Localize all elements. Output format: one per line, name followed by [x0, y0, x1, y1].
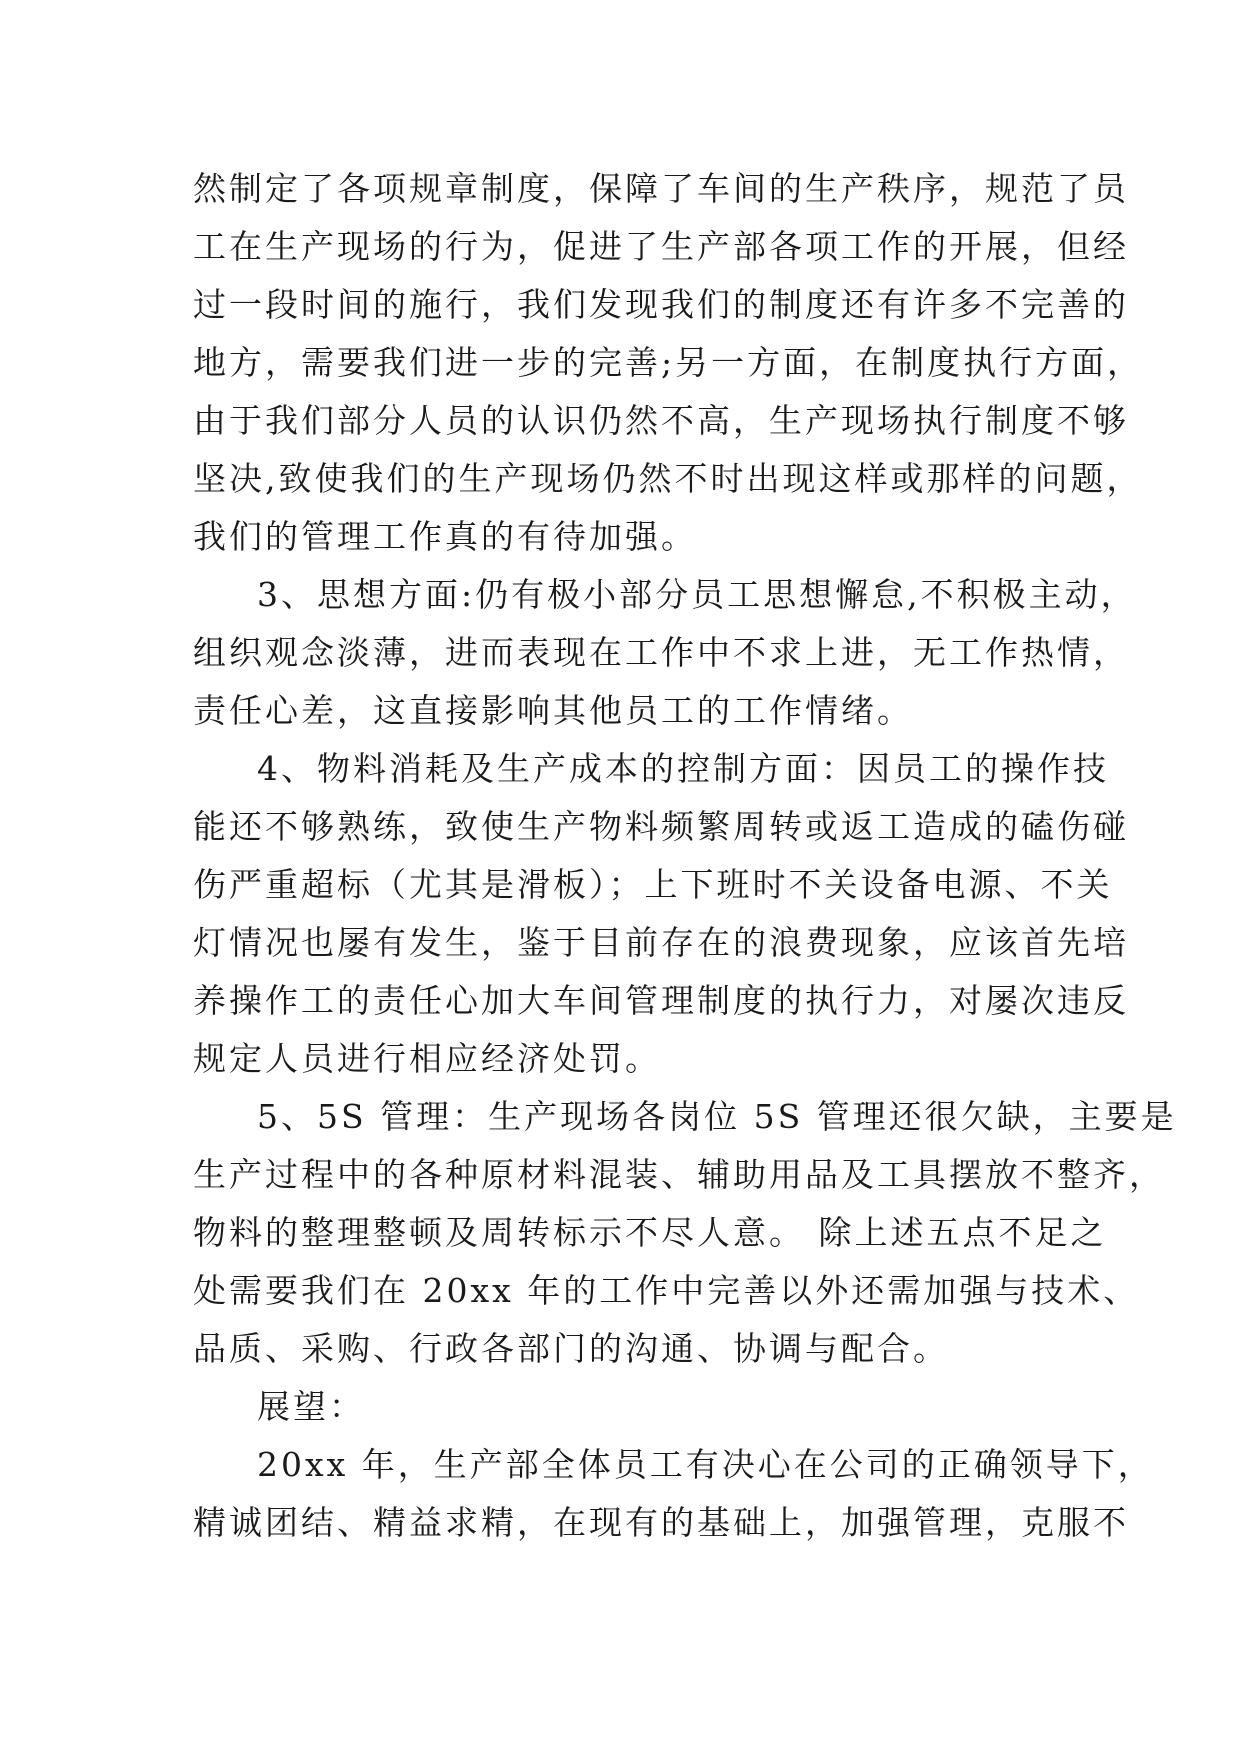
- text-line: 生产过程中的各种原材料混装、辅助用品及工具摆放不整齐，: [193, 1155, 1165, 1194]
- text-line: 由于我们部分人员的认识仍然不高，生产现场执行制度不够: [193, 401, 1129, 440]
- paragraph-start-line: 3、思想方面:仍有极小部分员工思想懈怠,不积极主动，: [257, 575, 1137, 614]
- paragraph-start-line: 20xx 年，生产部全体员工有决心在公司的正确领导下，: [257, 1445, 1154, 1484]
- text-line: 能还不够熟练，致使生产物料频繁周转或返工造成的磕伤碰: [193, 807, 1129, 846]
- text-line: 工在生产现场的行为，促进了生产部各项工作的开展，但经: [193, 227, 1129, 266]
- text-line: 灯情况也屡有发生，鉴于目前存在的浪费现象，应该首先培: [193, 923, 1129, 962]
- text-line: 地方，需要我们进一步的完善;另一方面，在制度执行方面，: [193, 343, 1144, 382]
- section-heading: 展望：: [257, 1387, 365, 1426]
- text-line: 责任心差，这直接影响其他员工的工作情绪。: [193, 691, 913, 730]
- text-line: 我们的管理工作真的有待加强。: [193, 517, 697, 556]
- document-body: [193, 160, 1177, 1552]
- text-line: 坚决,致使我们的生产现场仍然不时出现这样或那样的问题，: [193, 459, 1143, 498]
- text-line: 伤严重超标（尤其是滑板）；上下班时不关设备电源、不关: [193, 865, 1113, 904]
- text-line: 然制定了各项规章制度，保障了车间的生产秩序，规范了员: [193, 169, 1129, 208]
- text-line: 精诚团结、精益求精，在现有的基础上，加强管理，克服不: [193, 1503, 1129, 1542]
- text-line: 组织观念淡薄，进而表现在工作中不求上进，无工作热情，: [193, 633, 1129, 672]
- text-line: 品质、采购、行政各部门的沟通、协调与配合。: [193, 1329, 949, 1368]
- text-line: 物料的整理整顿及周转标示不尽人意。 除上述五点不足之: [193, 1213, 1107, 1252]
- text-line: 处需要我们在 20xx 年的工作中完善以外还需加强与技术、: [193, 1271, 1140, 1310]
- paragraph-start-line: 5、5S 管理：生产现场各岗位 5S 管理还很欠缺，主要是: [257, 1097, 1177, 1136]
- text-line: 养操作工的责任心加大车间管理制度的执行力，对屡次违反: [193, 981, 1129, 1020]
- paragraph-start-line: 4、物料消耗及生产成本的控制方面：因员工的操作技: [257, 749, 1109, 788]
- text-line: 规定人员进行相应经济处罚。: [193, 1039, 661, 1078]
- text-line: 过一段时间的施行，我们发现我们的制度还有许多不完善的: [193, 285, 1129, 324]
